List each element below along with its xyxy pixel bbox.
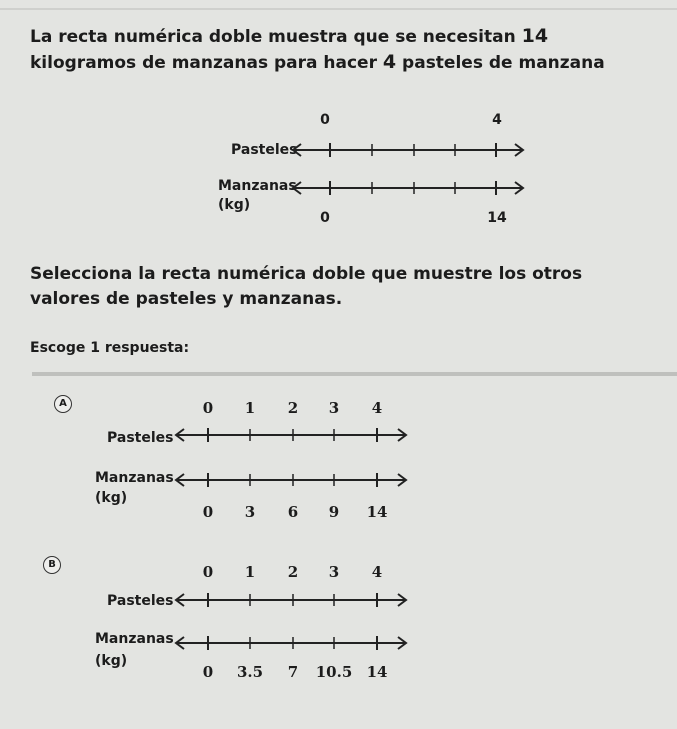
- option-b-pasteles-line: [173, 590, 413, 610]
- option-a-bottom-tick-label: 6: [287, 503, 299, 521]
- example-kg-label: (kg): [218, 197, 251, 213]
- option-a-pasteles-label: Pasteles: [107, 430, 174, 446]
- option-b-bottom-tick-label: 10.5: [315, 663, 353, 681]
- option-b-top-tick-label: 1: [244, 563, 256, 581]
- option-a-bottom-tick-label: 9: [328, 503, 340, 521]
- option-a-bottom-tick-label: 14: [366, 503, 388, 521]
- example-pasteles-line: [290, 140, 530, 160]
- option-a-kg-label: (kg): [95, 490, 128, 506]
- option-a-top-tick-label: 2: [287, 399, 299, 417]
- kg-value: 14: [521, 25, 549, 47]
- option-b-bottom-tick-label: 0: [202, 663, 214, 681]
- example-bottom-start: 0: [320, 210, 330, 226]
- answers-divider: [32, 372, 677, 376]
- example-manzanas-label: Manzanas: [218, 178, 297, 194]
- pie-value: 4: [382, 51, 397, 73]
- option-b-manzanas-line: [173, 633, 413, 653]
- instruction-text: Selecciona la recta numérica doble que muestre los otros valores de pasteles y manzanas.: [30, 264, 583, 309]
- option-b-top-tick-label: 2: [287, 563, 299, 581]
- option-b-pasteles-label: Pasteles: [107, 593, 174, 609]
- option-a-manzanas-line: [173, 470, 413, 490]
- option-a-pasteles-line: [173, 425, 413, 445]
- option-a-top-tick-label: 4: [371, 399, 383, 417]
- option-a-bottom-tick-label: 3: [244, 503, 256, 521]
- option-b-bottom-tick-label: 14: [366, 663, 388, 681]
- option-b-kg-label: (kg): [95, 653, 128, 669]
- example-top-start: 0: [320, 112, 330, 128]
- example-manzanas-line: [290, 178, 530, 198]
- choose-label: Escoge 1 respuesta:: [30, 340, 190, 356]
- option-a-top-tick-label: 3: [328, 399, 340, 417]
- option-a-manzanas-label: Manzanas: [95, 470, 174, 486]
- option-b-bottom-tick-label: 7: [287, 663, 299, 681]
- option-a-bottom-tick-label: 0: [202, 503, 214, 521]
- example-top-end: 4: [492, 112, 502, 128]
- option-b-radio[interactable]: B: [43, 556, 61, 574]
- question-text: La recta numérica doble muestra que se necesitan 14 kilogramos de manzanas para hacer 4 pasteles de manzana: [30, 25, 605, 73]
- example-pasteles-label: Pasteles: [231, 142, 298, 158]
- option-a-top-tick-label: 0: [202, 399, 214, 417]
- option-a-radio[interactable]: A: [54, 395, 72, 413]
- option-b-bottom-tick-label: 3.5: [236, 663, 264, 681]
- option-b-top-tick-label: 0: [202, 563, 214, 581]
- option-b-manzanas-label: Manzanas: [95, 631, 174, 647]
- top-divider: [0, 8, 677, 10]
- option-b-top-tick-label: 3: [328, 563, 340, 581]
- example-bottom-end: 14: [487, 210, 507, 226]
- option-a-top-tick-label: 1: [244, 399, 256, 417]
- option-b-top-tick-label: 4: [371, 563, 383, 581]
